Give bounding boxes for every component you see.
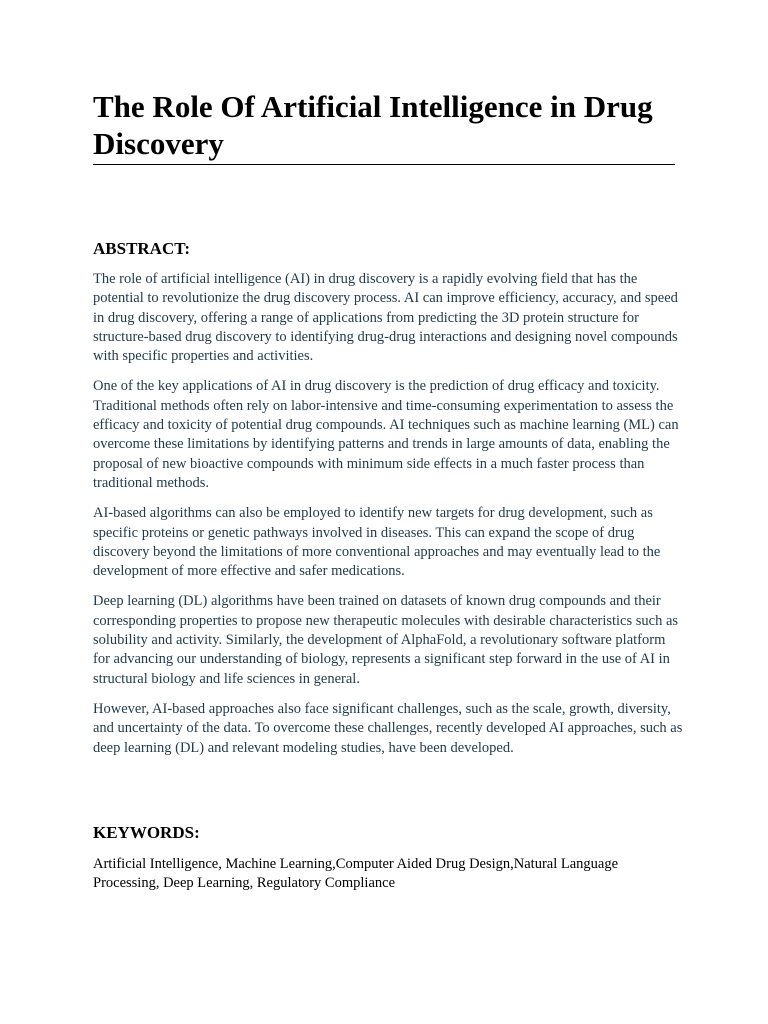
abstract-paragraph: The role of artificial intelligence (AI) in drug discovery is a rapidly evolving field that has the potential to revolutionize the drug discovery process. AI can improve efficiency, accuracy, and speed in drug discovery, offering a range of applications from predicting the 3D protein structure for structure-based drug discovery to identifying drug-drug interactions and designing novel compounds with specific properties and activities. [93,271,678,365]
abstract-paragraph: AI-based algorithms can also be employed to identify new targets for drug development, such as specific proteins or genetic pathways involved in diseases. This can expand the scope of drug discovery beyond the limitations of more conventional approaches and may eventually lead to the development of more effective and safer medications. [93,505,661,580]
document-title: The Role Of Artificial Intelligence in Drug Discovery [93,88,675,165]
abstract-paragraph: One of the key applications of AI in drug discovery is the prediction of drug efficacy and toxicity. Traditional methods often rely on labor-intensive and time-consuming experimentation to assess the efficacy and toxicity of potential drug compounds. AI techniques such as machine learning (ML) can overcome these limitations by identifying patterns and trends in large amounts of data, enabling the proposal of new bioactive compounds with minimum side effects in a much faster process than traditional methods. [93,378,679,491]
abstract-heading: ABSTRACT: [93,239,190,258]
keywords-heading: KEYWORDS: [93,822,200,842]
abstract-body [93,270,683,758]
abstract-paragraph: Deep learning (DL) algorithms have been trained on datasets of known drug compounds and their corresponding properties to propose new therapeutic molecules with desirable characteristics such as solubility and activity. Similarly, the development of AlphaFold, a revolutionary software platform for advancing our understanding of biology, represents a significant step forward in the use of AI in structural biology and life sciences in general. [93,593,679,687]
abstract-paragraph: However, AI-based approaches also face significant challenges, such as the scale, growth, diversity, and uncertainty of the data. To overcome these challenges, recently developed AI approaches, such as deep learning (DL) and relevant modeling studies, have been developed. [93,700,683,756]
keywords-text: Artificial Intelligence, Machine Learning,Computer Aided Drug Design,Natural Language Processing, Deep Learning, Regulatory Compliance [93,855,619,892]
